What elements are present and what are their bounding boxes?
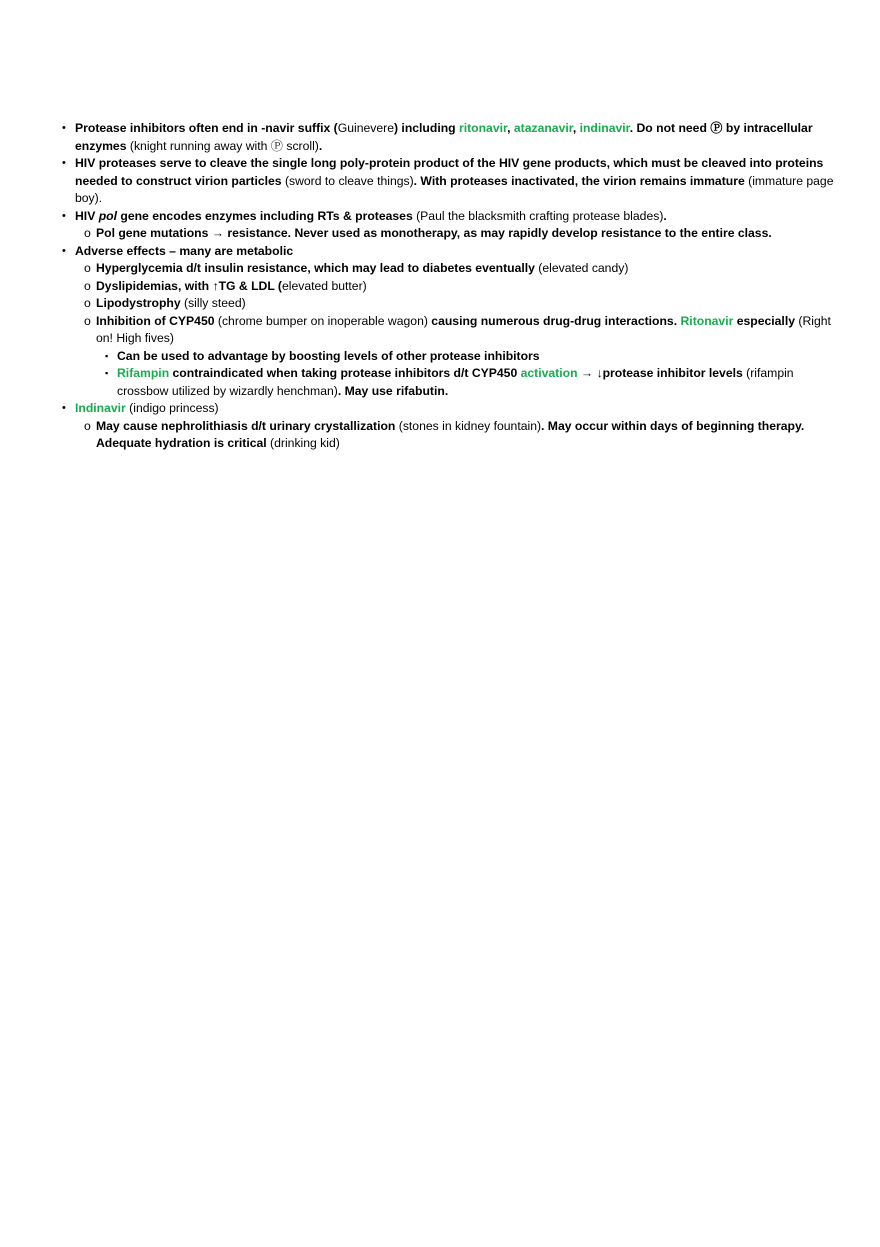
sub-item-resistance (58, 225, 834, 243)
mnemonic-text: (indigo princess) (125, 401, 219, 415)
separator: , (507, 121, 514, 135)
mnemonic-text: (silly steed) (180, 296, 246, 310)
note-text: . Do not need (629, 121, 711, 135)
note-text: gene encodes enzymes including RTs & proteases (116, 208, 413, 223)
subsub-item-boosting (58, 348, 834, 366)
gene-name: pol (98, 208, 117, 223)
note-text: ) including (393, 121, 459, 135)
note-text: Protease inhibitors often end in -navir suffix ( (75, 121, 338, 135)
note-text: by intracellular enzymes (75, 121, 813, 153)
note-text: . With proteases inactivated, the virion remains immature (413, 173, 745, 188)
mnemonic-text: (immature page boy). (75, 173, 834, 205)
p-circle-symbol: Ⓟ (710, 121, 723, 135)
circle-bullet-icon: o (84, 226, 91, 240)
note-item-pol-gene (58, 208, 834, 226)
mnemonic-text: elevated butter) (282, 278, 367, 293)
note-text: especially (733, 313, 795, 328)
sub-item-dyslipidemias (58, 278, 834, 296)
circle-bullet-icon: o (84, 296, 91, 310)
bullet-icon: • (62, 122, 66, 134)
square-bullet-icon: ▪ (105, 368, 109, 378)
bullet-icon: • (62, 209, 66, 222)
note-text: . May use rifabutin. (337, 383, 449, 398)
note-text: Can be used to advantage by boosting levels of other protease inhibitors (117, 348, 540, 363)
note-text: May cause nephrolithiasis d/t urinary crystallization (96, 418, 396, 433)
note-item-navir-suffix (58, 120, 834, 155)
square-bullet-icon: ▪ (105, 350, 109, 361)
p-circle-symbol: Ⓟ (270, 138, 283, 153)
note-text: Lipodystrophy (96, 296, 181, 310)
mnemonic-text: (rifampin crossbow utilized by wizardly henchman) (117, 366, 794, 398)
sub-item-lipodystrophy (58, 295, 834, 313)
drug-name: atazanavir (513, 121, 573, 135)
mnemonic-text: (sword to cleave things) (281, 173, 414, 188)
note-text: Pol gene mutations → resistance. Never used as monotherapy, as may rapidly develop resistance to the entire class. (96, 226, 772, 240)
note-text: Hyperglycemia d/t insulin resistance, which may lead to diabetes eventually (96, 261, 535, 275)
note-text: Adverse effects – many are metabolic (75, 243, 294, 258)
bullet-icon: • (62, 244, 66, 257)
mnemonic-text: (drinking kid) (266, 436, 340, 450)
mnemonic-text: Guinevere (337, 121, 394, 135)
drug-effect-text: activation (520, 366, 578, 380)
sub-item-nephrolithiasis (58, 418, 834, 453)
drug-name: Indinavir (75, 401, 126, 415)
notes-list (58, 120, 834, 453)
mnemonic-text: (Paul the blacksmith crafting protease blades) (412, 208, 664, 223)
note-text: contraindicated when taking protease inhibitors d/t CYP450 (169, 366, 521, 380)
note-item-hiv-proteases (58, 155, 834, 208)
note-text: HIV proteases serve to cleave the single long poly-protein product of the HIV gene products, which must be cleaved into proteins needed to construct virion particles (75, 156, 824, 188)
mnemonic-text: (Right on! High fives) (96, 313, 831, 345)
note-text: . (318, 138, 323, 153)
sub-item-hyperglycemia (58, 260, 834, 278)
note-item-indinavir (58, 400, 834, 418)
mnemonic-text: scroll) (282, 138, 319, 153)
sub-item-cyp450-inhibition (58, 313, 834, 348)
bullet-icon: • (62, 157, 66, 169)
subsub-item-rifampin (58, 365, 834, 400)
drug-name: Rifampin (117, 366, 170, 380)
drug-name: indinavir (579, 121, 630, 135)
circle-bullet-icon: o (84, 313, 91, 328)
circle-bullet-icon: o (84, 261, 91, 275)
note-item-adverse-effects (58, 243, 834, 261)
circle-bullet-icon: o (84, 418, 91, 433)
note-text: → ↓protease inhibitor levels (577, 366, 743, 380)
mnemonic-text: (elevated candy) (534, 261, 629, 275)
drug-name: Ritonavir (680, 313, 734, 328)
note-text: Dyslipidemias, with ↑TG & LDL ( (96, 278, 282, 293)
drug-name: ritonavir (458, 121, 508, 135)
note-text: Inhibition of CYP450 (96, 313, 215, 328)
note-text: HIV (75, 208, 99, 223)
note-text: causing numerous drug-drug interactions. (431, 313, 681, 328)
circle-bullet-icon: o (84, 278, 91, 293)
mnemonic-text: (knight running away with (126, 138, 271, 153)
separator: , (572, 121, 580, 135)
bullet-icon: • (62, 402, 66, 414)
note-text: . (663, 208, 667, 223)
note-text: . May occur within days of beginning therapy. Adequate hydration is critical (96, 418, 805, 450)
mnemonic-text: (chrome bumper on inoperable wagon) (214, 313, 432, 328)
mnemonic-text: (stones in kidney fountain) (395, 418, 542, 433)
